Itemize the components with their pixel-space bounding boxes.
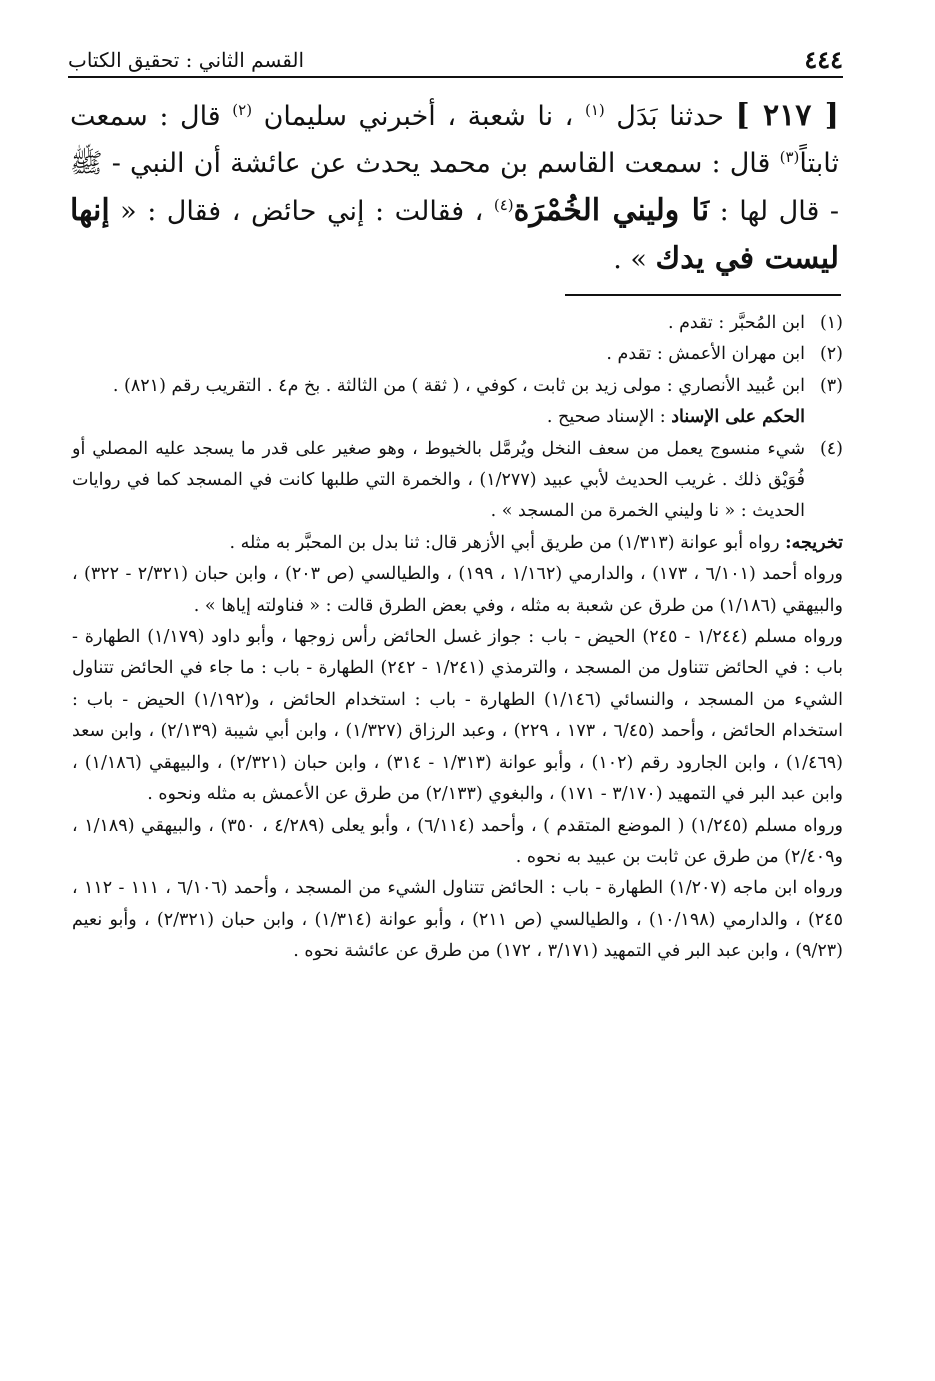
footnote-4 [72,434,843,528]
hadith-text [70,92,839,283]
takhrij-label: تخريجه: [785,532,843,553]
running-header [68,40,843,78]
footnote-text: ابن المُحبَّر : تقدم . [667,313,805,333]
ref-1: (١) [584,101,605,119]
hadith-seg3: قال : سمعت ثابتاً [70,101,839,179]
page-number: ٤٤٤ [804,45,843,74]
footnote-text: شيء منسوج يعمل من سعف النخل ويُرمَّل بالخيوط ، وهو صغير على قدر ما يسجد عليه المصلي أو فُوَيْق ذلك . غريب الحديث لأبي عبيد (١/٢٧٧) ، والخمرة التي طلبها كانت في المسجد كما في روايات الحديث : « نا وليني الخمرة من المسجد » . [72,438,805,522]
ref-2: (٢) [232,101,253,119]
hadith-seg5: ، فقالت : إني حائض ، فقال : « [109,196,494,227]
ref-4: (٤) [493,196,514,214]
hadith-bold-2: إنها ليست في يدك [70,193,839,276]
footnote-number: (١) [819,313,843,333]
hadith-seg6: » . [613,244,656,275]
takhrij-para-3: ورواه مسلم (١/٢٤٤ - ٢٤٥) الحيض - باب : جواز غسل الحائض رأس زوجها ، وأبو داود (١/١٧٩) الطهارة - باب : في الحائض تتناول من المسجد ، والترمذي (١/٢٤١ - ٢٤٢) الطهارة - باب : ما جاء في الحائض تتناول الشيء من المسجد ، والنسائي (١/١٤٦) الطهارة - باب : استخدام الحائض ، و(١/١٩٢) الحيض - باب : استخدام الحائض ، وأحمد (٦/٤٥ ، ١٧٣ ، ٢٢٩) ، وعبد الرزاق (١/٣٢٧) ، وابن أبي شيبة (٢/١٣٩) ، وابن سعد (١/٤٦٩) ، وابن الجارود رقم (١٠٢) ، وأبو عوانة (١/٣١٣ - ٣١٤) ، وابن حبان (٢/٣٢١) ، والبيهقي (١/١٨٦) ، وابن عبد البر في التمهيد (٣/١٧٠ - ١٧١) ، والبغوي (٢/١٣٣) من طرق عن الأعمش به مثله ونحوه . [72,627,844,805]
isnad-ruling [72,402,843,433]
takhrij-para-5: ورواه ابن ماجه (١/٢٠٧) الطهارة - باب : الحائض تتناول الشيء من المسجد ، وأحمد (٦/١٠٦ ، ١١١ - ١١٢ ، ٢٤٥) ، والدارمي (١٠/١٩٨) ، والطيالسي (ص ٢١١) ، وأبو عوانة (١/٣١٤) ، وابن حبان (٢/٣٢١) ، وأبو نعيم (٩/٢٣) ، وابن عبد البر في التمهيد (٣/١٧١ ، ١٧٢) من طرق عن عائشة نحوه . [72,878,843,962]
footnote-separator [565,294,841,296]
takhrij-para-1 [72,528,843,559]
takhrij-text: رواه أبو عوانة (١/٣١٣) من طريق أبي الأزهر قال: ثنا بدل بن المحبَّر به مثله . [229,532,786,553]
footnote-1 [72,308,843,339]
hadith-seg2: ، نا شعبة ، أخبرني سليمان [252,101,585,132]
ref-3: (٣) [779,148,800,166]
footnote-text: ابن عُبيد الأنصاري : مولى زيد بن ثابت ، كوفي ، ( ثقة ) من الثالثة . بخ م٤ . التقريب رقم (٨٢١) . [112,375,805,396]
takhrij-para-2: ورواه أحمد (٦/١٠١ ، ١٧٣) ، والدارمي (١/١٦٢ ، ١٩٩) ، والطيالسي (ص ٢٠٣) ، وابن حبان (٢/٣٢١ - ٣٢٢) ، والبيهقي (١/١٨٦) من طرق عن شعبة به مثله ، وفي بعض الطرق قالت : « فناولته إياها » . [72,564,843,616]
hadith-seg1: حدثنا بَدَل [604,101,736,132]
footnote-number: (٤) [819,438,843,459]
hadith-bold-1: نَا وليني الخُمْرَة [513,193,710,228]
hadith-paragraph [70,92,839,283]
footnote-number: (٢) [819,344,843,365]
isnad-ruling-text: : الإسناد صحيح . [546,407,666,428]
takhrij-para-4: ورواه مسلم (١/٢٤٥) ( الموضع المتقدم ) ، وأحمد (٦/١١٤) ، وأبو يعلى (٤/٢٨٩ ، ٣٥٠) ، والبيهقي (١/١٨٩ ، و٢/٤٠٩) من طرق عن ثابت بن عبيد به نحوه . [72,815,844,867]
hadith-number: [ ٢١٧ ] [735,98,839,133]
header-title: القسم الثاني : تحقيق الكتاب [68,48,305,72]
footnote-number: (٣) [819,375,843,396]
isnad-ruling-label: الحكم على الإسناد [671,407,805,428]
footnote-text: ابن مهران الأعمش : تقدم . [606,344,805,365]
footnotes [72,308,843,968]
footnote-3 [72,371,843,402]
hadith-seg4: قال : سمعت القاسم بن محمد يحدث عن عائشة أن النبي - ﷺ - قال لها : [70,148,840,227]
footnote-2 [72,339,843,370]
